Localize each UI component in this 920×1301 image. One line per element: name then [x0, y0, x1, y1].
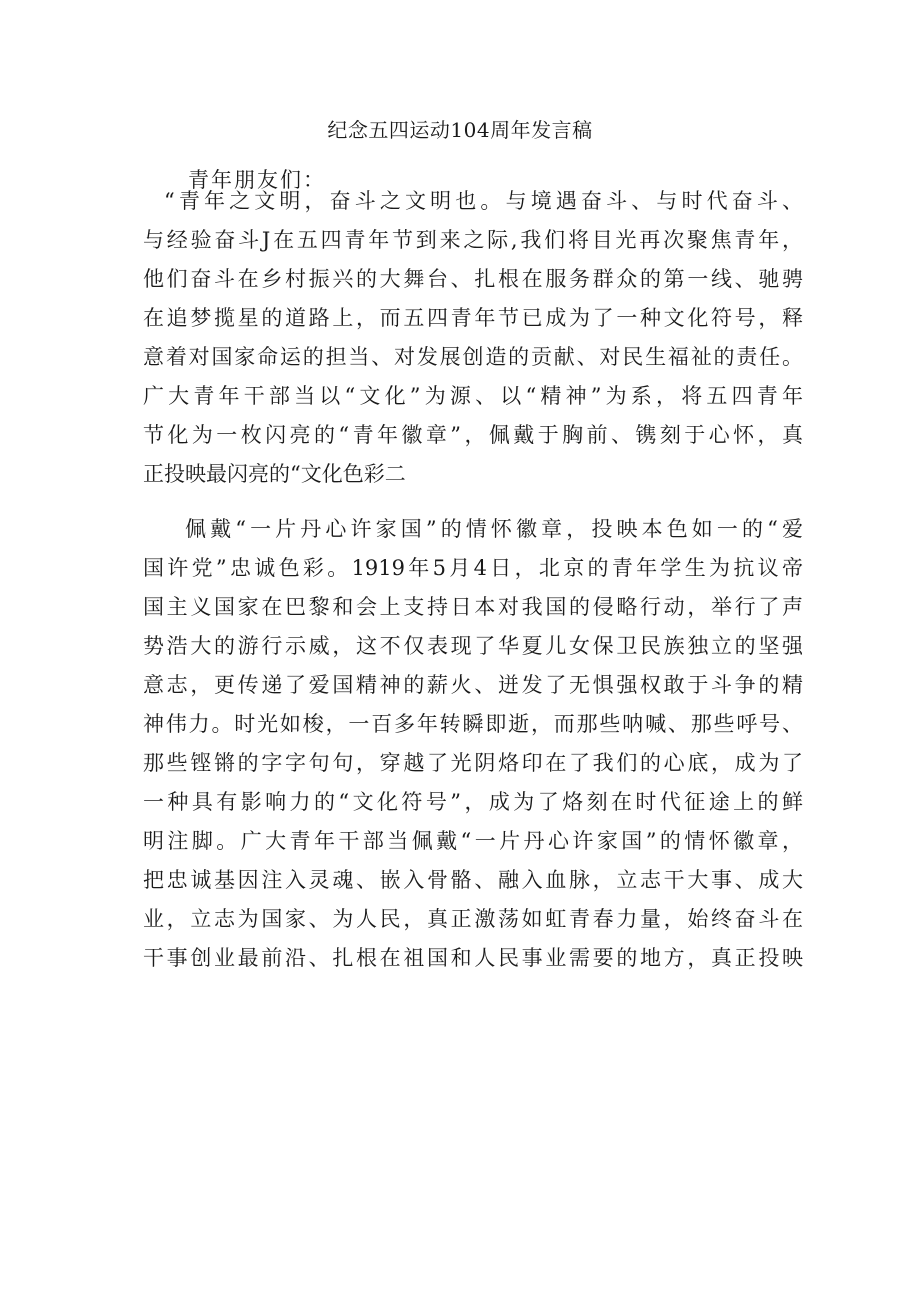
paragraph-line: 在追梦揽星的道路上，而五四青年节已成为了一种文化符号，释 [143, 306, 803, 330]
paragraph-line: 业，立志为国家、为人民，真正激荡如虹青春力量，始终奋斗在 [143, 907, 803, 931]
salutation: 青年朋友们： [188, 168, 326, 192]
paragraph-line: “青年之文明，奋斗之文明也。与境遇奋斗、与时代奋斗、 [164, 189, 803, 213]
paragraph-line: 国主义国家在巴黎和会上支持日本对我国的侵略行动，举行了声 [143, 595, 803, 619]
paragraph-line: 节化为一枚闪亮的“青年徽章”，佩戴于胸前、镌刻于心怀，真 [143, 423, 803, 447]
paragraph-line: 正投映最闪亮的“文化色彩二 [143, 462, 406, 486]
paragraph-2 [143, 510, 803, 978]
paragraph-line: 国许党”忠诚色彩。1919年5月4日，北京的青年学生为抗议帝 [143, 556, 803, 580]
paragraph-line: 意着对国家命运的担当、对发展创造的贡献、对民生福祉的责任。 [143, 345, 803, 369]
paragraph-line: 广大青年干部当以“文化”为源、以“精神”为系，将五四青年 [143, 384, 803, 408]
paragraph-line: 神伟力。时光如梭，一百多年转瞬即逝，而那些呐喊、那些呼号、 [143, 712, 803, 736]
paragraph-line: 佩戴“一片丹心许家国”的情怀徽章，投映本色如一的“爱 [185, 517, 803, 541]
paragraph-line: 意志，更传递了爱国精神的薪火、迸发了无惧强权敢于斗争的精 [143, 673, 803, 697]
paragraph-line: 那些铿锵的字字句句，穿越了光阴烙印在了我们的心底，成为了 [143, 751, 803, 775]
paragraph-line: 势浩大的游行示威，这不仅表现了华夏儿女保卫民族独立的坚强 [143, 634, 803, 658]
paragraph-1 [143, 182, 803, 494]
paragraph-line: 与经验奋斗J在五四青年节到来之际,我们将目光再次聚焦青年， [143, 228, 803, 252]
document-title: 纪念五四运动104周年发言稿 [327, 118, 593, 142]
paragraph-line: 他们奋斗在乡村振兴的大舞台、扎根在服务群众的第一线、驰骋 [143, 267, 803, 291]
paragraph-line: 明注脚。广大青年干部当佩戴“一片丹心许家国”的情怀徽章， [143, 829, 803, 853]
paragraph-line: 干事创业最前沿、扎根在祖国和人民事业需要的地方，真正投映 [143, 946, 803, 970]
paragraph-line: 一种具有影响力的“文化符号”，成为了烙刻在时代征途上的鲜 [143, 790, 803, 814]
paragraph-line: 把忠诚基因注入灵魂、嵌入骨骼、融入血脉，立志干大事、成大 [143, 868, 803, 892]
